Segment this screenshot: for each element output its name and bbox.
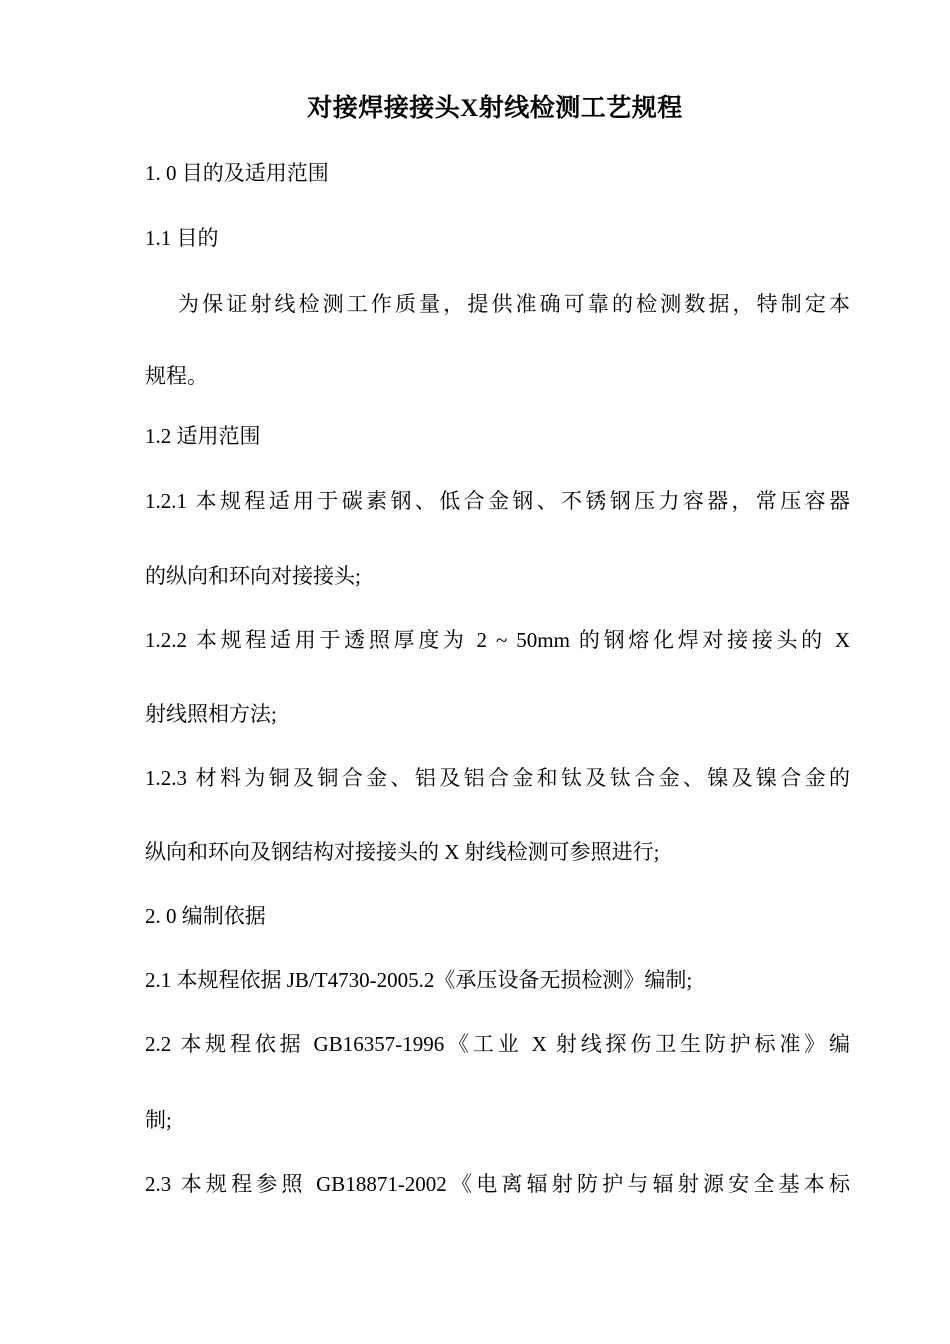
paragraph-line: 的纵向和环向对接接头; bbox=[145, 564, 361, 588]
paragraph-line: 2.2 本规程依据 GB16357-1996《工业 X 射线探伤卫生防护标准》编 bbox=[145, 1032, 850, 1056]
paragraph-line: 1.2.3 材料为铜及铜合金、铝及铝合金和钛及钛合金、镍及镍合金的 bbox=[145, 766, 850, 790]
paragraph-line: 纵向和环向及钢结构对接接头的 X 射线检测可参照进行; bbox=[145, 840, 660, 864]
paragraph-line: 射线照相方法; bbox=[145, 702, 277, 726]
section-heading-1-1: 1.1 目的 bbox=[145, 226, 219, 250]
section-heading-2-0: 2. 0 编制依据 bbox=[145, 904, 266, 928]
section-heading-1-0: 1. 0 目的及适用范围 bbox=[145, 161, 329, 185]
paragraph-line: 1.2.1 本规程适用于碳素钢、低合金钢、不锈钢压力容器，常压容器 bbox=[145, 489, 850, 513]
paragraph-line: 为保证射线检测工作质量，提供准确可靠的检测数据，特制定本 bbox=[178, 292, 850, 316]
document-title: 对接焊接接头X射线检测工艺规程 bbox=[307, 95, 683, 122]
paragraph-line: 制; bbox=[145, 1108, 172, 1132]
paragraph-line: 2.3 本规程参照 GB18871-2002《电离辐射防护与辐射源安全基本标 bbox=[145, 1172, 850, 1196]
paragraph-line: 规程。 bbox=[145, 364, 208, 388]
section-heading-1-2: 1.2 适用范围 bbox=[145, 424, 261, 448]
paragraph-line: 2.1 本规程依据 JB/T4730-2005.2《承压设备无损检测》编制; bbox=[145, 968, 693, 992]
paragraph-line: 1.2.2 本规程适用于透照厚度为 2 ~ 50mm 的钢熔化焊对接接头的 X bbox=[145, 628, 850, 652]
